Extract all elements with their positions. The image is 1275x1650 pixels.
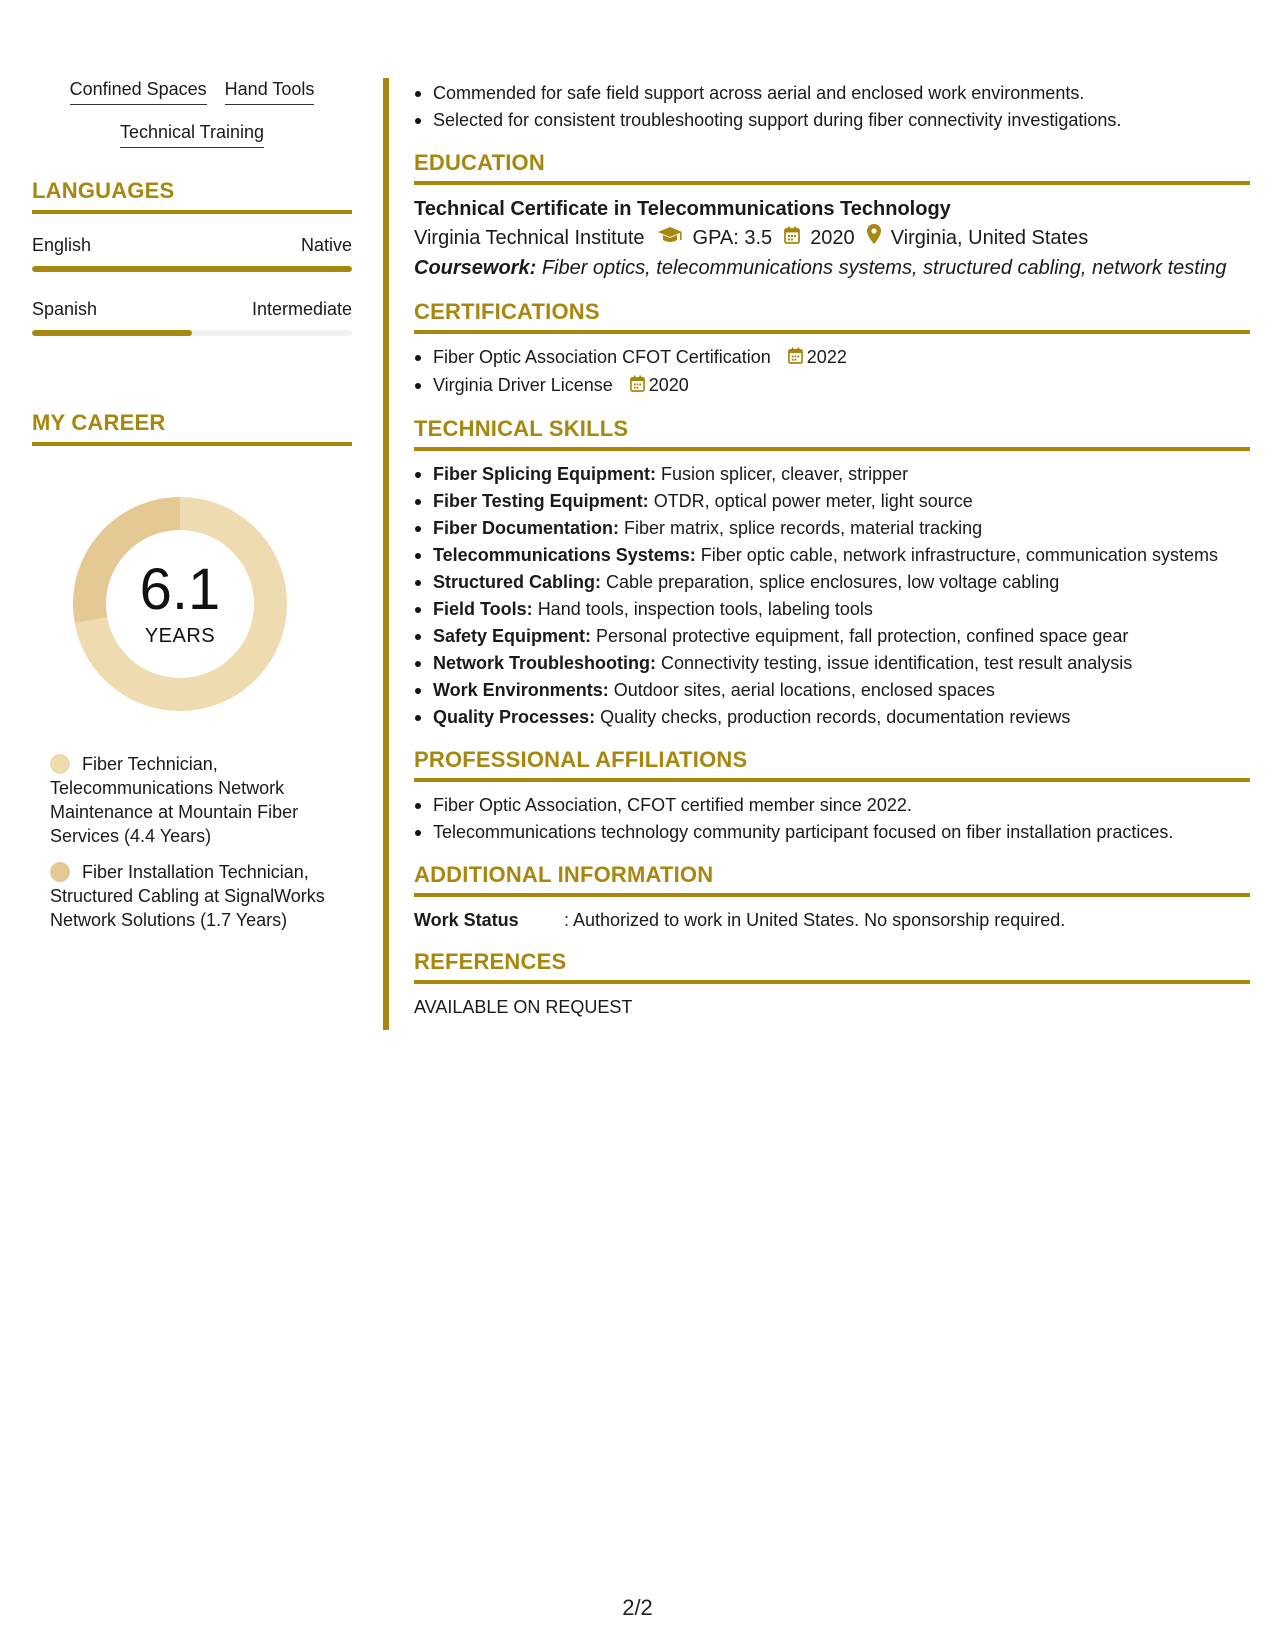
education-location: Virginia, United States bbox=[890, 227, 1089, 249]
career-legend-dot bbox=[50, 862, 70, 882]
graduation-cap-icon bbox=[657, 223, 683, 253]
certification-name: Virginia Driver License bbox=[433, 374, 613, 395]
education-degree: Technical Certificate in Telecommunications Technology bbox=[414, 198, 951, 220]
calendar-icon bbox=[630, 373, 645, 400]
education-gpa: GPA: 3.5 bbox=[692, 227, 773, 249]
affiliations-section bbox=[414, 747, 1250, 846]
skill-label: Fiber Testing Equipment: bbox=[433, 490, 649, 511]
column-divider bbox=[383, 78, 389, 1030]
coursework-label: Coursework: bbox=[414, 257, 537, 279]
technical-skills-list bbox=[414, 461, 1250, 731]
work-status-label: Work Status bbox=[414, 909, 519, 930]
skill-label: Fiber Documentation: bbox=[433, 517, 620, 538]
skill-tags bbox=[32, 78, 352, 148]
language-bar-fill bbox=[32, 266, 352, 272]
certifications-title: CERTIFICATIONS bbox=[414, 299, 1250, 334]
skill-value: OTDR, optical power meter, light source bbox=[653, 490, 973, 511]
calendar-icon bbox=[784, 223, 800, 253]
skill-label: Work Environments: bbox=[433, 679, 609, 700]
education-school: Virginia Technical Institute bbox=[414, 227, 645, 249]
certification-item bbox=[414, 372, 1250, 400]
skill-value: Personal protective equipment, fall protection, confined space gear bbox=[596, 625, 1129, 646]
education-year: 2020 bbox=[810, 227, 855, 249]
references-title: REFERENCES bbox=[414, 949, 1250, 984]
calendar-icon bbox=[788, 345, 803, 372]
skill-label: Field Tools: bbox=[433, 598, 533, 619]
skill-value: Fusion splicer, cleaver, stripper bbox=[661, 463, 909, 484]
skill-item bbox=[414, 650, 1250, 677]
skill-tag: Technical Training bbox=[120, 121, 264, 148]
career-item bbox=[50, 752, 330, 848]
skill-label: Telecommunications Systems: bbox=[433, 544, 696, 565]
skill-item bbox=[414, 461, 1250, 488]
language-name: Spanish bbox=[32, 299, 98, 319]
skill-item bbox=[414, 515, 1250, 542]
education-section bbox=[414, 150, 1250, 283]
skill-value: Hand tools, inspection tools, labeling tools bbox=[537, 598, 873, 619]
certification-name: Fiber Optic Association CFOT Certification bbox=[433, 347, 771, 367]
skill-value: Fiber matrix, splice records, material tracking bbox=[624, 517, 983, 538]
skill-tag: Confined Spaces bbox=[70, 78, 207, 105]
list-item: Commended for safe field support across aerial and enclosed work environments. bbox=[414, 80, 1250, 107]
language-level: Native bbox=[300, 235, 352, 255]
right-column bbox=[414, 80, 1250, 1020]
language-level: Intermediate bbox=[251, 299, 352, 319]
career-total-years: 6.1 bbox=[139, 556, 221, 622]
technical-skills-title: TECHNICAL SKILLS bbox=[414, 416, 1250, 451]
page-number: 2/2 bbox=[622, 1595, 653, 1620]
career-donut-chart bbox=[66, 490, 294, 718]
career-item-text: Fiber Installation Technician, Structured Cabling at SignalWorks Network Solutions (1.7 Years) bbox=[50, 862, 325, 930]
location-pin-icon bbox=[867, 223, 881, 253]
language-name: English bbox=[32, 235, 92, 255]
additional-information-title: ADDITIONAL INFORMATION bbox=[414, 862, 1250, 897]
certification-item bbox=[414, 344, 1250, 372]
career-item-text: Fiber Technician, Telecommunications Network Maintenance at Mountain Fiber Services (4.4 Years) bbox=[50, 754, 299, 846]
career-title: MY CAREER bbox=[32, 410, 352, 446]
language-row bbox=[32, 298, 352, 320]
skill-item bbox=[414, 623, 1250, 650]
skill-label: Structured Cabling: bbox=[433, 571, 602, 592]
skill-value: Fiber optic cable, network infrastructure, communication systems bbox=[700, 544, 1218, 565]
list-item: Telecommunications technology community participant focused on fiber installation practices. bbox=[414, 819, 1250, 846]
left-column bbox=[32, 78, 352, 944]
technical-skills-section bbox=[414, 416, 1250, 731]
education-coursework bbox=[414, 253, 1250, 283]
languages-section bbox=[32, 178, 352, 336]
skill-label: Fiber Splicing Equipment: bbox=[433, 463, 657, 484]
list-item: Selected for consistent troubleshooting support during fiber connectivity investigations. bbox=[414, 107, 1250, 134]
career-item bbox=[50, 860, 330, 932]
work-status-value: : Authorized to work in United States. No sponsorship required. bbox=[564, 909, 1066, 930]
language-bar bbox=[32, 330, 352, 336]
career-total-unit: YEARS bbox=[144, 624, 216, 647]
skill-label: Safety Equipment: bbox=[433, 625, 592, 646]
certification-year: 2022 bbox=[806, 347, 847, 367]
affiliations-title: PROFESSIONAL AFFILIATIONS bbox=[414, 747, 1250, 782]
list-item: Fiber Optic Association, CFOT certified member since 2022. bbox=[414, 792, 1250, 819]
intro-bullets bbox=[414, 80, 1250, 134]
education-title: EDUCATION bbox=[414, 150, 1250, 185]
skill-value: Outdoor sites, aerial locations, enclosed spaces bbox=[613, 679, 995, 700]
references-section bbox=[414, 949, 1250, 1020]
certifications-section bbox=[414, 299, 1250, 400]
additional-information-section bbox=[414, 862, 1250, 933]
language-bar-fill bbox=[32, 330, 192, 336]
coursework-text: Fiber optics, telecommunications systems, structured cabling, network testing bbox=[541, 257, 1227, 279]
references-text: AVAILABLE ON REQUEST bbox=[414, 996, 633, 1017]
career-legend-dot bbox=[50, 754, 70, 774]
career-section bbox=[32, 410, 352, 932]
education-details bbox=[414, 223, 1250, 253]
career-list bbox=[32, 752, 352, 932]
skill-item bbox=[414, 488, 1250, 515]
language-bar bbox=[32, 266, 352, 272]
skill-value: Quality checks, production records, documentation reviews bbox=[600, 706, 1071, 727]
certification-year: 2020 bbox=[648, 374, 689, 395]
skill-value: Connectivity testing, issue identification, test result analysis bbox=[661, 652, 1133, 673]
skill-tag: Hand Tools bbox=[225, 78, 315, 105]
work-status-row bbox=[414, 907, 1250, 933]
skill-item bbox=[414, 677, 1250, 704]
skill-item bbox=[414, 704, 1250, 731]
skill-value: Cable preparation, splice enclosures, low voltage cabling bbox=[606, 571, 1060, 592]
skill-label: Quality Processes: bbox=[433, 706, 596, 727]
language-row bbox=[32, 234, 352, 256]
skill-item bbox=[414, 569, 1250, 596]
skill-item bbox=[414, 596, 1250, 623]
skill-item bbox=[414, 542, 1250, 569]
languages-title: LANGUAGES bbox=[32, 178, 352, 214]
skill-label: Network Troubleshooting: bbox=[433, 652, 656, 673]
